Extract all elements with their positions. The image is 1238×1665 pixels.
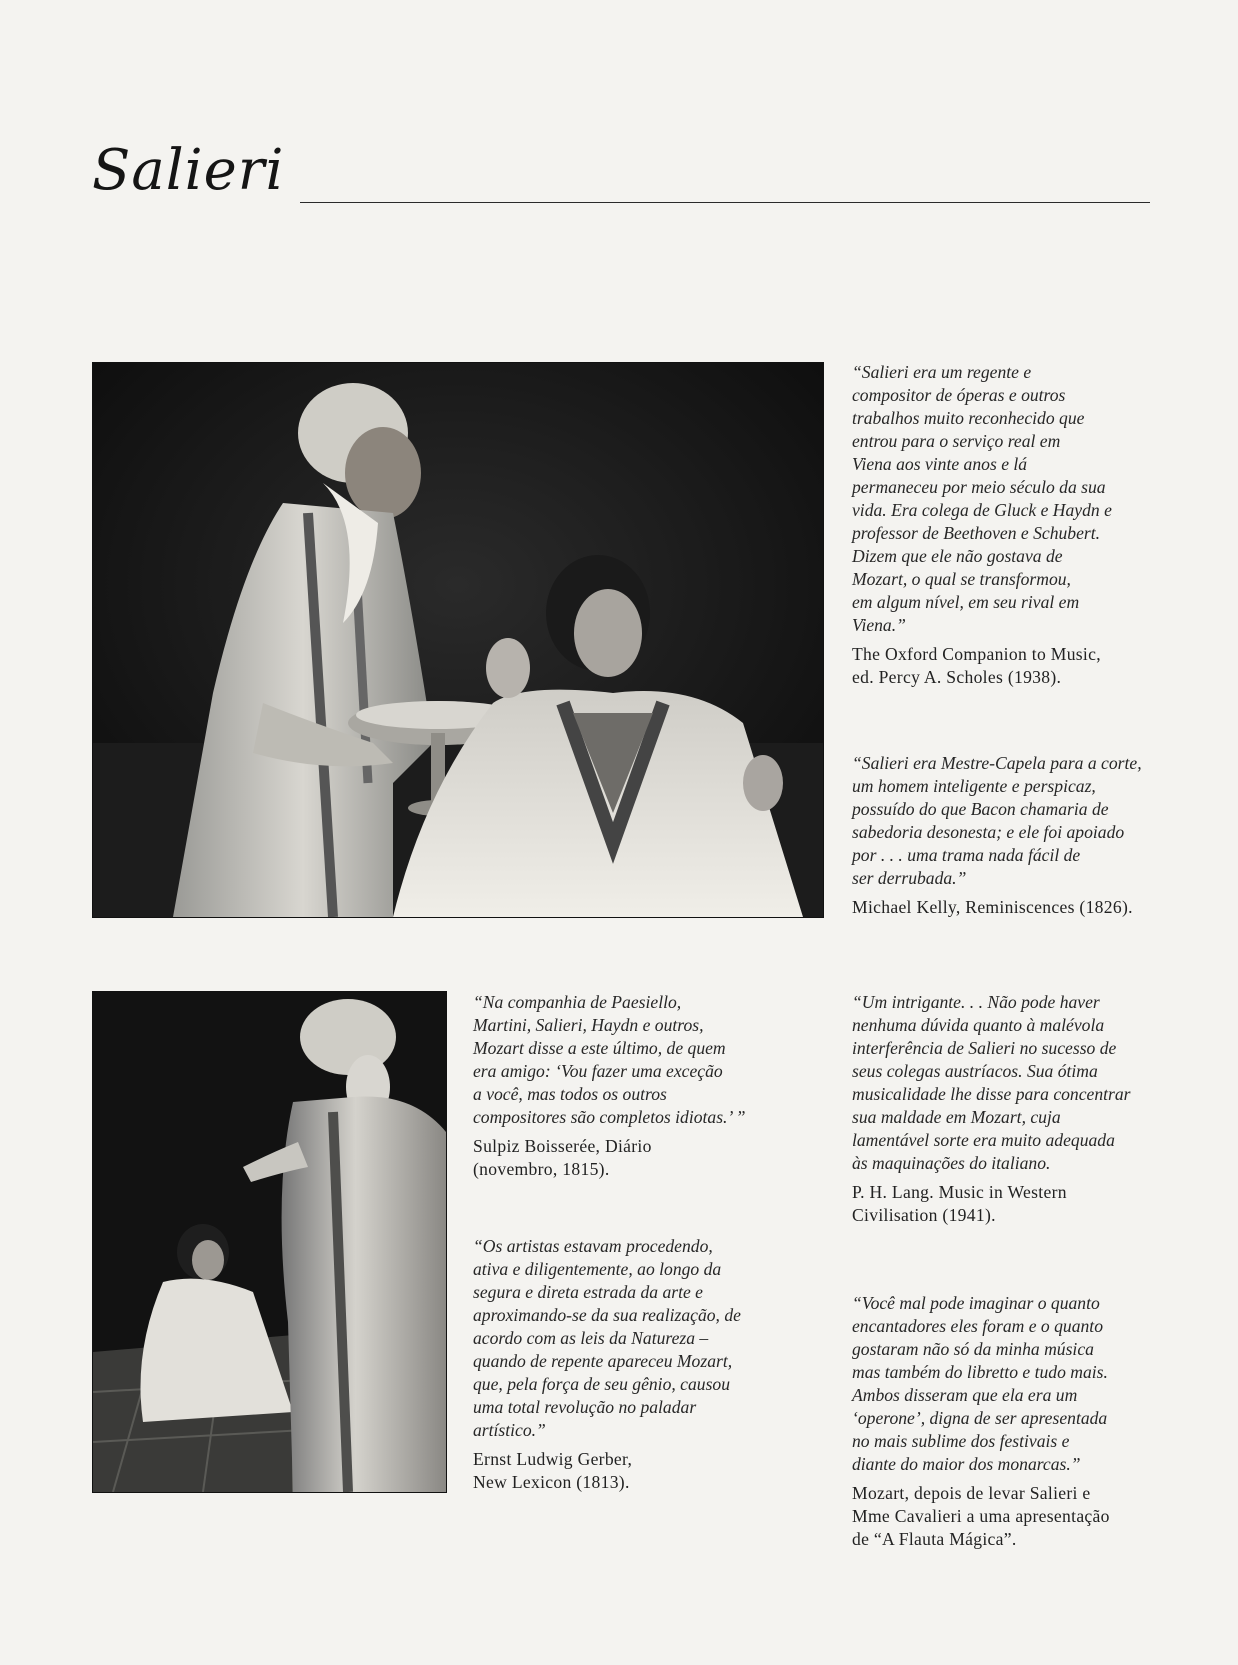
quote-source: Sulpiz Boisserée, Diário (novembro, 1815). (473, 1136, 652, 1179)
quote-michael-kelly (852, 752, 1182, 919)
photo-salieri-offering-bowl (92, 362, 824, 918)
quote-text: “Você mal pode imaginar o quanto encantadores eles foram e o quanto gostaram não só da minha música mas também do libretto e tudo mais. Ambos disseram que ela era um ‘operone’, digna de ser apresentada no mais sublime dos festivais e diante do maior dos monarcas.” (852, 1293, 1108, 1474)
quote-mozart (852, 1292, 1182, 1551)
quote-text: “Um intrigante. . . Não pode haver nenhuma dúvida quanto à malévola interferência de Salieri no sucesso de seus colegas austríacos. Sua ótima musicalidade lhe disse para concentrar sua maldade em Mozart, cuja lamentável sorte era muito adequada às maquinações do italiano. (852, 992, 1131, 1173)
quote-text: “Os artistas estavam procedendo, ativa e diligentemente, ao longo da segura e direta estrada da arte e aproximando-se da sua realização, de acordo com as leis da Natureza – quando de repente apareceu Mozart, que, pela força de seu gênio, causou uma total revolução no paladar artístico.” (473, 1236, 741, 1440)
photo-salieri-back-view (92, 991, 447, 1493)
page-title: Salieri (92, 138, 285, 203)
title-underline-rule (300, 202, 1150, 203)
quote-oxford-companion (852, 361, 1182, 689)
quote-text: “Salieri era Mestre-Capela para a corte, um homem inteligente e perspicaz, possuído do que Bacon chamaria de sabedoria desonesta; e ele foi apoiado por . . . uma trama nada fácil de ser derrubada.” (852, 753, 1142, 888)
quote-source: P. H. Lang. Music in Western Civilisation (1941). (852, 1182, 1067, 1225)
title-area (92, 138, 1150, 218)
quote-boisseree (473, 991, 803, 1181)
quote-text: “Salieri era um regente e compositor de óperas e outros trabalhos muito reconhecido que entrou para o serviço real em Viena aos vinte anos e lá permaneceu por meio século da sua vida. Era colega de Gluck e Haydn e professor de Beethoven e Schubert. Dizem que ele não gostava de Mozart, o qual se transformou, em algum nível, em seu rival em Viena.” (852, 362, 1112, 635)
quote-lang (852, 991, 1182, 1227)
quote-text: “Na companhia de Paesiello, Martini, Salieri, Haydn e outros, Mozart disse a este último, de quem era amigo: ‘Vou fazer uma exceção a você, mas todos os outros compositores são completos idiotas.’ ” (473, 992, 746, 1127)
quote-source: The Oxford Companion to Music, ed. Percy A. Scholes (1938). (852, 644, 1101, 687)
quote-source: Michael Kelly, Reminiscences (1826). (852, 897, 1133, 917)
quote-source: Mozart, depois de levar Salieri e Mme Cavalieri a uma apresentação de “A Flauta Mágica”. (852, 1483, 1110, 1549)
quote-gerber (473, 1235, 803, 1494)
quote-source: Ernst Ludwig Gerber, New Lexicon (1813). (473, 1449, 633, 1492)
